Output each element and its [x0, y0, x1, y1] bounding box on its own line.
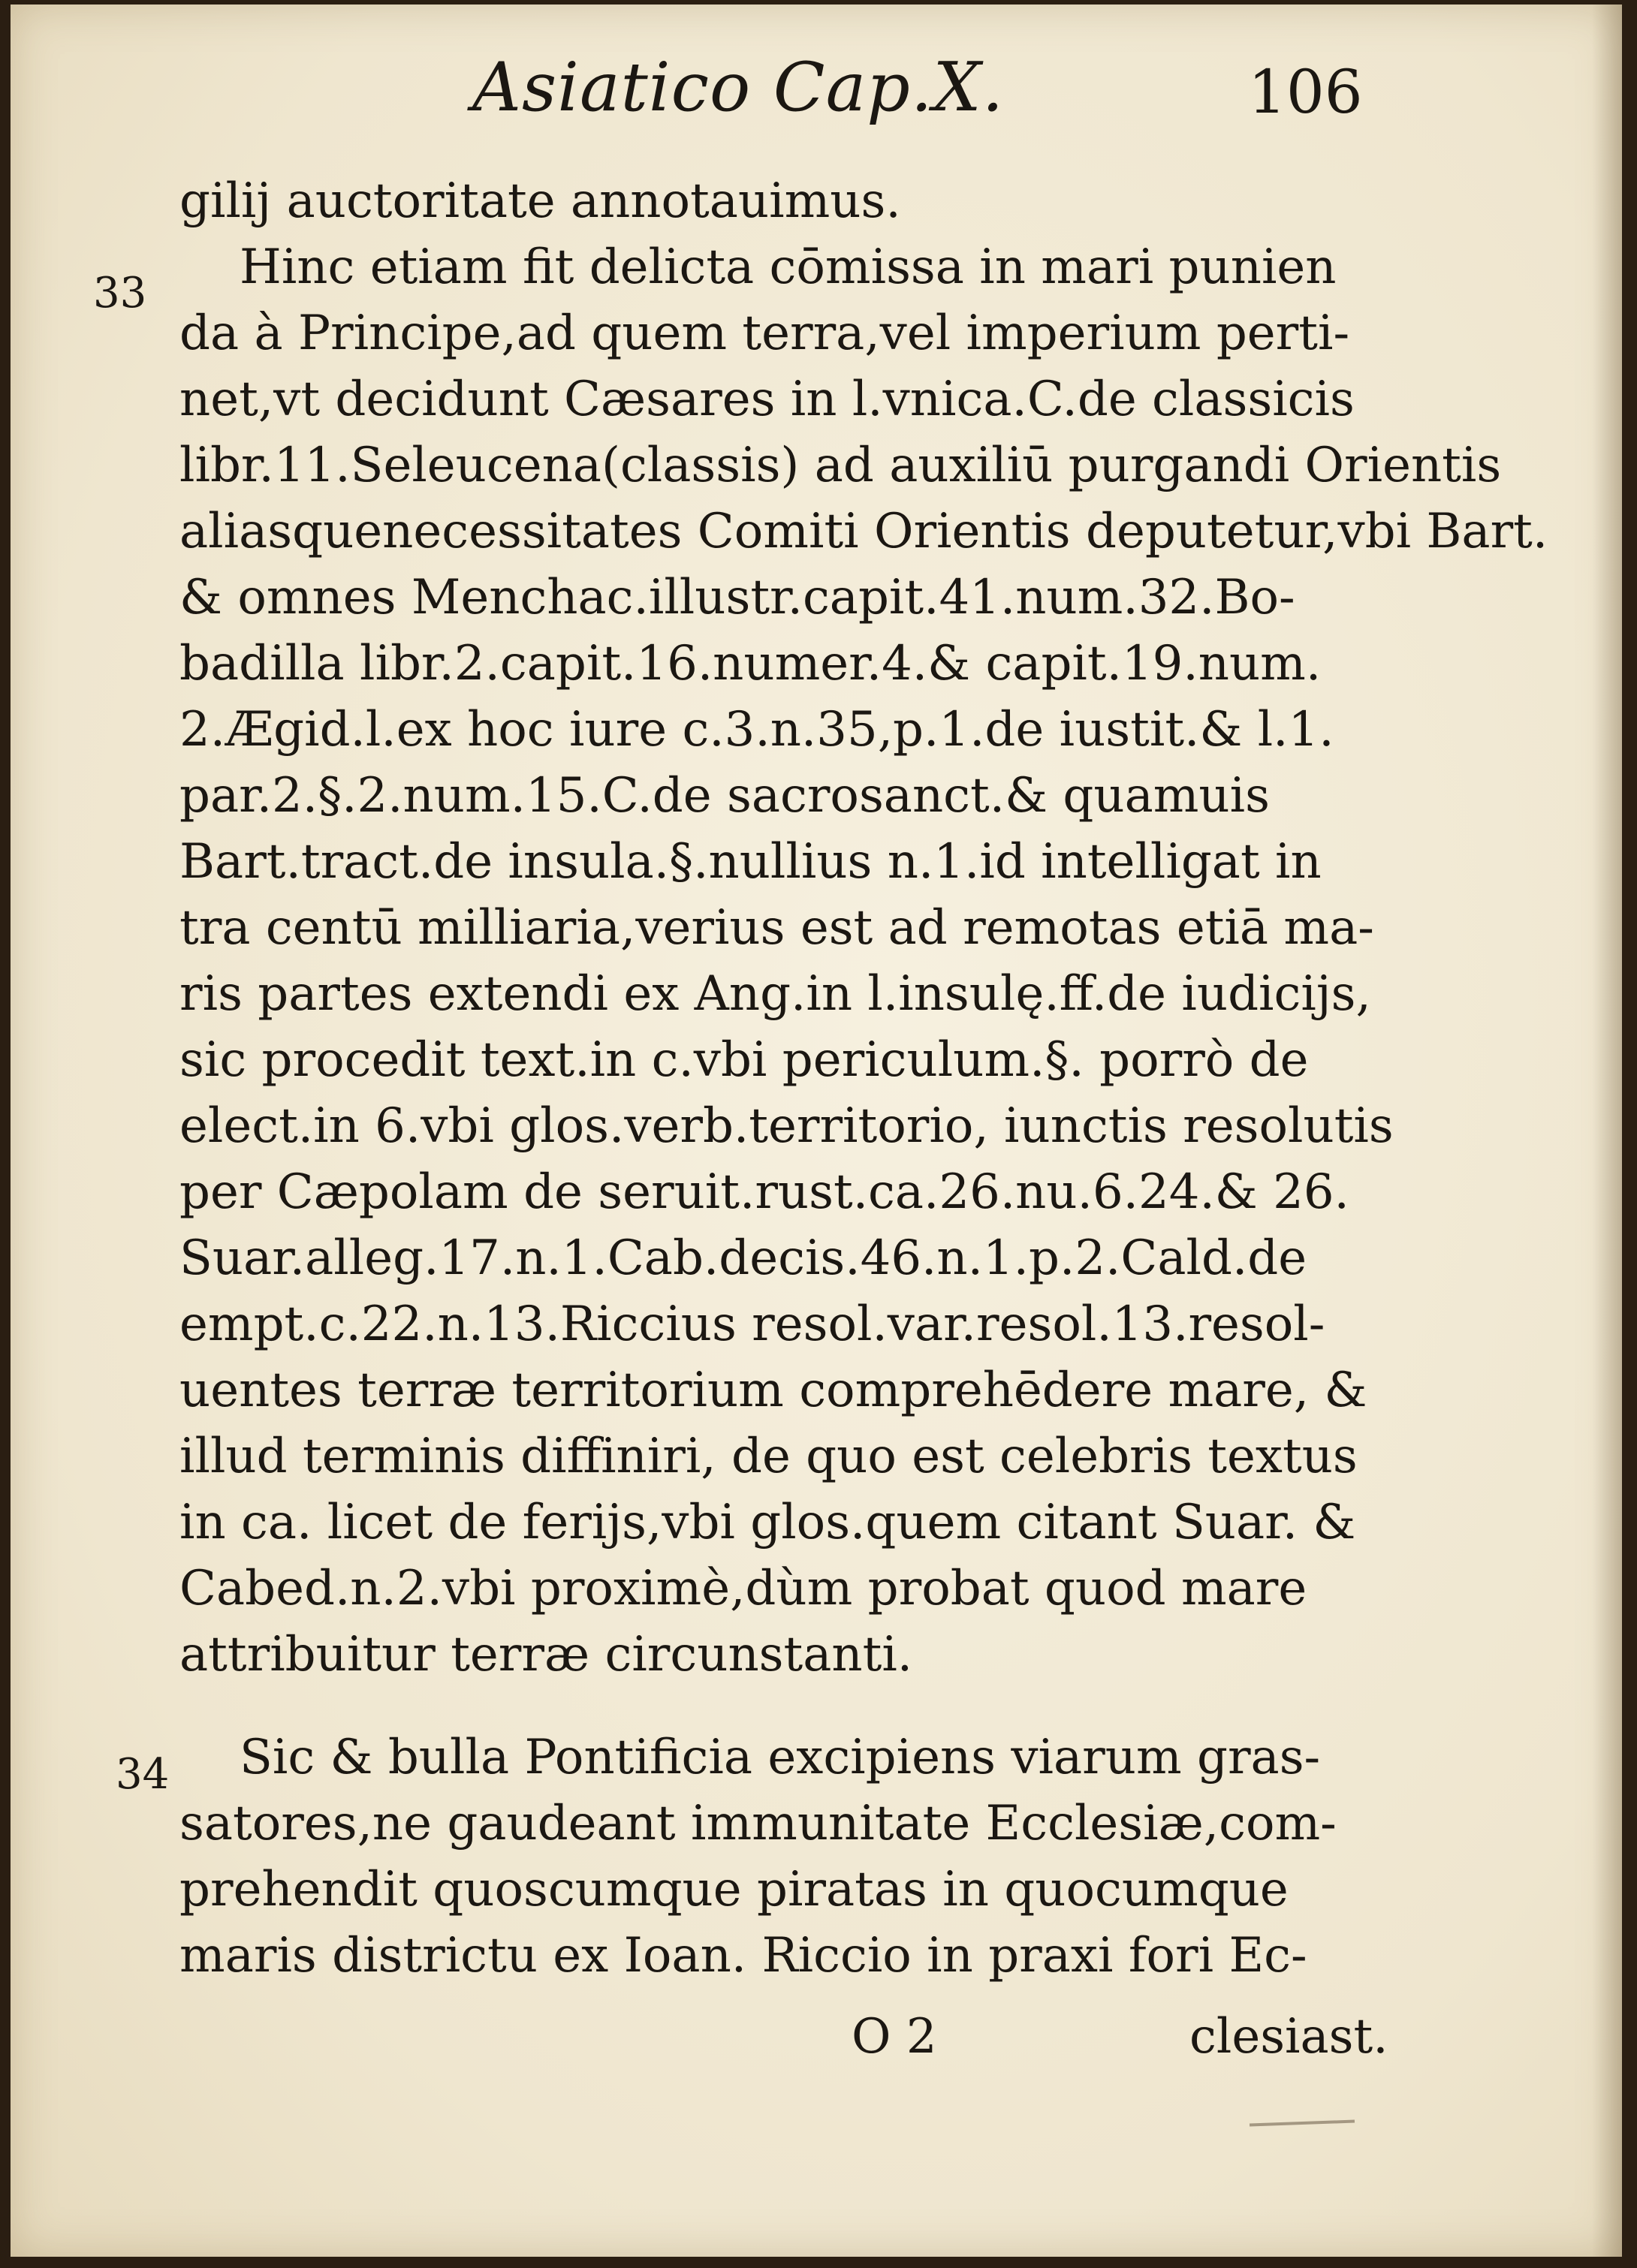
page-edge-shadow [1592, 5, 1622, 2257]
text-line: uentes terræ territorium comprehēdere mare, & [179, 1363, 1367, 1418]
book-page [11, 5, 1622, 2257]
margin-number: 34 [116, 1750, 170, 1799]
ink-mark [1250, 2120, 1355, 2127]
text-line: par.2.§.2.num.15.C.de sacrosanct.& quamuis [179, 768, 1270, 824]
text-line: da à Principe,ad quem terra,vel imperium perti- [179, 306, 1350, 361]
text-line: gilij auctoritate annotauimus. [179, 173, 901, 229]
text-line: prehendit quoscumque piratas in quocumque [179, 1862, 1289, 1917]
text-line: & omnes Menchac.illustr.capit.41.num.32.Bo- [179, 570, 1295, 625]
text-line: Hinc etiam fit delicta cōmissa in mari punien [240, 239, 1337, 295]
text-line: sic procedit text.in c.vbi periculum.§. porrò de [179, 1032, 1309, 1088]
text-line: badilla libr.2.capit.16.numer.4.& capit.19.num. [179, 636, 1322, 691]
text-line: satores,ne gaudeant immunitate Ecclesiæ,com- [179, 1796, 1337, 1851]
text-line: attribuitur terræ circunstanti. [179, 1627, 913, 1682]
text-line: illud terminis diffiniri, de quo est celebris textus [179, 1429, 1358, 1484]
text-line: Sic & bulla Pontificia excipiens viarum gras- [240, 1730, 1321, 1785]
text-line: Suar.alleg.17.n.1.Cab.decis.46.n.1.p.2.Cald.de [179, 1230, 1307, 1286]
text-line: empt.c.22.n.13.Riccius resol.var.resol.13.resol- [179, 1297, 1325, 1352]
catchword: clesiast. [1189, 2009, 1388, 2065]
signature-mark: O 2 [852, 2009, 937, 2065]
text-line: net,vt decidunt Cæsares in l.vnica.C.de classicis [179, 372, 1355, 427]
margin-number: 33 [93, 269, 147, 318]
text-line: Cabed.n.2.vbi proximè,dùm probat quod mare [179, 1561, 1307, 1616]
text-line: per Cæpolam de seruit.rust.ca.26.nu.6.24.& 26. [179, 1164, 1349, 1220]
text-line: elect.in 6.vbi glos.verb.territorio, iunctis resolutis [179, 1098, 1394, 1154]
text-line: maris districtu ex Ioan. Riccio in praxi fori Ec- [179, 1928, 1307, 1983]
text-line: Bart.tract.de insula.§.nullius n.1.id intelligat in [179, 834, 1322, 890]
text-line: aliasquenecessitates Comiti Orientis deputetur,vbi Bart. [179, 504, 1548, 559]
text-line: ris partes extendi ex Ang.in l.insulę.ff.de iudicijs, [179, 966, 1371, 1022]
page-number: 106 [1248, 57, 1363, 127]
text-line: libr.11.Seleucena(classis) ad auxiliū purgandi Orientis [179, 438, 1502, 493]
text-line: tra centū milliaria,verius est ad remotas etiā ma- [179, 900, 1374, 956]
text-line: in ca. licet de ferijs,vbi glos.quem citant Suar. & [179, 1495, 1356, 1550]
text-line: 2.Ægid.l.ex hoc iure c.3.n.35,p.1.de iustit.& l.1. [179, 702, 1334, 758]
running-head: Asiatico Cap.X. [472, 48, 1005, 127]
